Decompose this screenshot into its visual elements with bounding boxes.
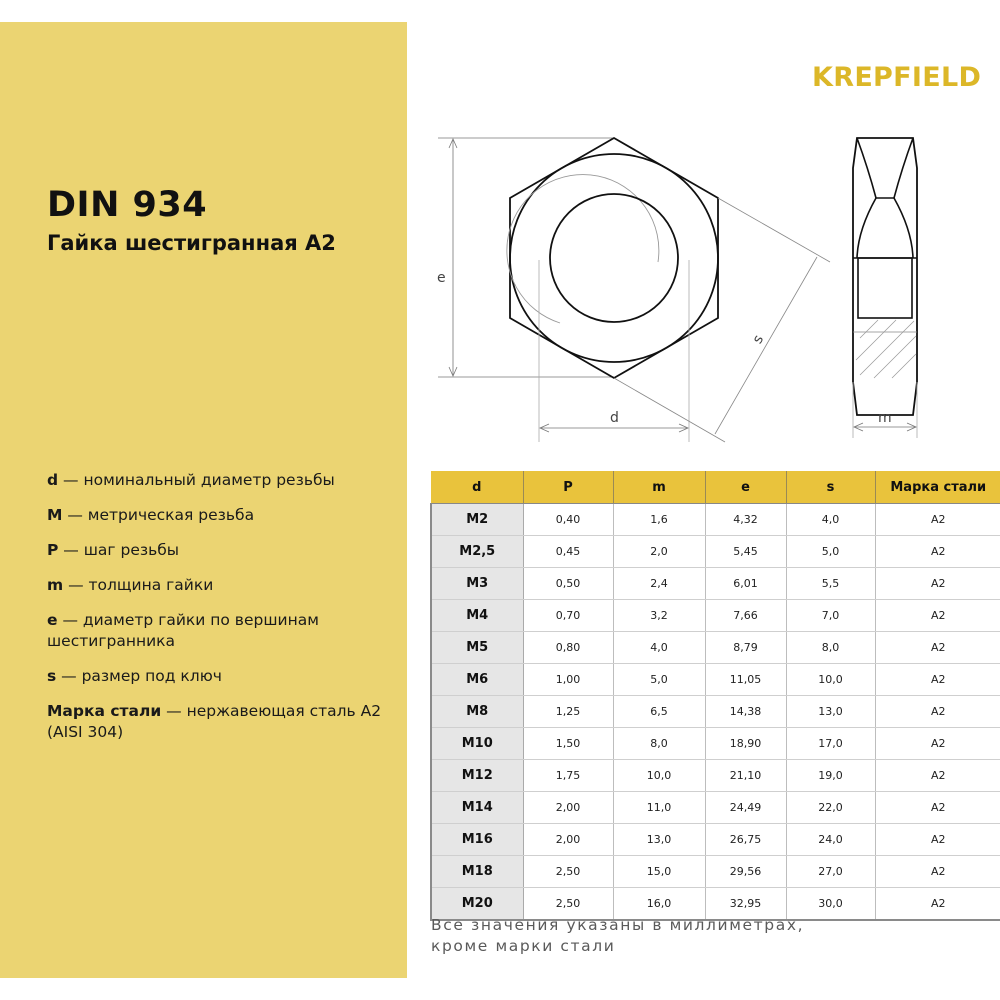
cell-p: 1,25 <box>523 696 613 728</box>
legend-key: e <box>47 611 58 629</box>
col-header-m: m <box>613 471 705 504</box>
legend-text: метрическая резьба <box>87 506 255 524</box>
cell-d: M2,5 <box>431 536 523 568</box>
cell-steel: A2 <box>875 888 1000 921</box>
side-outline <box>853 138 917 415</box>
product-title: Гайка шестигранная A2 <box>47 231 336 255</box>
legend-sep: — <box>63 576 89 594</box>
cell-d: M16 <box>431 824 523 856</box>
legend-text: диаметр гайки по вершинам шестигранника <box>47 611 319 650</box>
cell-e: 8,79 <box>705 632 786 664</box>
s-extension-top <box>718 198 830 262</box>
col-header-steel: Марка стали <box>875 471 1000 504</box>
cell-p: 2,50 <box>523 888 613 921</box>
legend-sep: — <box>58 541 84 559</box>
cell-steel: A2 <box>875 632 1000 664</box>
side-view <box>853 138 917 438</box>
cell-steel: A2 <box>875 568 1000 600</box>
legend-text: номинальный диаметр резьбы <box>83 471 335 489</box>
col-header-e: e <box>705 471 786 504</box>
standard-title: DIN 934 <box>47 185 208 225</box>
table-row <box>431 856 1000 888</box>
s-label: s <box>749 332 768 347</box>
legend-item <box>47 470 397 491</box>
cell-p: 2,50 <box>523 856 613 888</box>
table-row <box>431 600 1000 632</box>
legend-key: Марка стали <box>47 702 162 720</box>
brand-logo: KREPFIELD <box>812 62 982 93</box>
legend-text: шаг резьбы <box>83 541 180 559</box>
cell-e: 24,49 <box>705 792 786 824</box>
cell-m: 11,0 <box>613 792 705 824</box>
s-dimension-line <box>715 257 817 434</box>
cell-steel: A2 <box>875 536 1000 568</box>
m-label: m <box>878 410 892 426</box>
cell-steel: A2 <box>875 600 1000 632</box>
cell-p: 0,45 <box>523 536 613 568</box>
s-extension-bottom <box>614 378 725 442</box>
table-row <box>431 824 1000 856</box>
cell-d: M10 <box>431 728 523 760</box>
cell-s: 19,0 <box>786 760 875 792</box>
e-label: e <box>437 270 446 286</box>
table-header-row <box>431 471 1000 504</box>
legend-text: размер под ключ <box>81 667 222 685</box>
cell-m: 3,2 <box>613 600 705 632</box>
cell-e: 4,32 <box>705 504 786 536</box>
cell-steel: A2 <box>875 664 1000 696</box>
legend-key: m <box>47 576 64 594</box>
cell-m: 16,0 <box>613 888 705 921</box>
cell-d: M20 <box>431 888 523 921</box>
cell-s: 10,0 <box>786 664 875 696</box>
table-row <box>431 504 1000 536</box>
cell-d: M14 <box>431 792 523 824</box>
cell-steel: A2 <box>875 856 1000 888</box>
cell-e: 26,75 <box>705 824 786 856</box>
bore-section <box>858 258 912 318</box>
cell-steel: A2 <box>875 760 1000 792</box>
cell-m: 2,4 <box>613 568 705 600</box>
cell-s: 24,0 <box>786 824 875 856</box>
legend-item <box>47 540 397 561</box>
legend-item <box>47 666 397 687</box>
legend-key: M <box>47 506 63 524</box>
table-row <box>431 728 1000 760</box>
cell-s: 5,5 <box>786 568 875 600</box>
col-header-p: P <box>523 471 613 504</box>
dimensions-table <box>430 471 1000 921</box>
cell-p: 0,70 <box>523 600 613 632</box>
cell-steel: A2 <box>875 824 1000 856</box>
cell-m: 8,0 <box>613 728 705 760</box>
legend-item <box>47 701 397 743</box>
side-curve <box>857 198 876 258</box>
side-curve <box>894 138 913 198</box>
cell-p: 2,00 <box>523 824 613 856</box>
legend-text: нержавеющая сталь A2 (AISI 304) <box>47 702 382 741</box>
front-view <box>437 138 830 442</box>
side-curve <box>857 138 876 198</box>
cell-steel: A2 <box>875 504 1000 536</box>
cell-steel: A2 <box>875 792 1000 824</box>
table-row <box>431 632 1000 664</box>
table-row <box>431 536 1000 568</box>
cell-s: 17,0 <box>786 728 875 760</box>
cell-p: 1,50 <box>523 728 613 760</box>
cell-d: M8 <box>431 696 523 728</box>
cell-e: 7,66 <box>705 600 786 632</box>
legend-key: s <box>47 667 57 685</box>
cell-s: 22,0 <box>786 792 875 824</box>
table-row <box>431 760 1000 792</box>
cell-e: 6,01 <box>705 568 786 600</box>
cell-steel: A2 <box>875 696 1000 728</box>
side-curve <box>894 198 913 258</box>
cell-m: 4,0 <box>613 632 705 664</box>
legend-item <box>47 505 397 526</box>
cell-p: 0,80 <box>523 632 613 664</box>
legend-sep: — <box>62 506 88 524</box>
cell-m: 15,0 <box>613 856 705 888</box>
cell-s: 30,0 <box>786 888 875 921</box>
cell-d: M5 <box>431 632 523 664</box>
table-row <box>431 664 1000 696</box>
cell-m: 5,0 <box>613 664 705 696</box>
table-row <box>431 568 1000 600</box>
cell-p: 0,50 <box>523 568 613 600</box>
cell-e: 5,45 <box>705 536 786 568</box>
legend-sep: — <box>58 471 84 489</box>
cell-d: M2 <box>431 504 523 536</box>
chamfer-circle <box>510 154 718 362</box>
cell-s: 5,0 <box>786 536 875 568</box>
cell-m: 2,0 <box>613 536 705 568</box>
cell-e: 21,10 <box>705 760 786 792</box>
table-row <box>431 696 1000 728</box>
legend <box>47 470 397 757</box>
legend-item <box>47 575 397 596</box>
cell-e: 11,05 <box>705 664 786 696</box>
d-label: d <box>610 410 619 426</box>
units-footnote: Все значения указаны в миллиметрах, кроме марки стали <box>431 916 805 955</box>
cell-s: 27,0 <box>786 856 875 888</box>
cell-p: 2,00 <box>523 792 613 824</box>
cell-steel: A2 <box>875 728 1000 760</box>
hatching <box>856 320 916 378</box>
legend-text: толщина гайки <box>88 576 214 594</box>
cell-p: 1,75 <box>523 760 613 792</box>
cell-s: 4,0 <box>786 504 875 536</box>
cell-m: 13,0 <box>613 824 705 856</box>
cell-s: 8,0 <box>786 632 875 664</box>
cell-e: 14,38 <box>705 696 786 728</box>
col-header-s: s <box>786 471 875 504</box>
cell-d: M4 <box>431 600 523 632</box>
cell-d: M3 <box>431 568 523 600</box>
cell-e: 29,56 <box>705 856 786 888</box>
cell-d: M6 <box>431 664 523 696</box>
legend-item <box>47 610 397 652</box>
cell-e: 18,90 <box>705 728 786 760</box>
col-header-d: d <box>431 471 523 504</box>
legend-key: P <box>47 541 59 559</box>
legend-sep: — <box>56 667 82 685</box>
cell-p: 0,40 <box>523 504 613 536</box>
cell-m: 1,6 <box>613 504 705 536</box>
legend-sep: — <box>161 702 187 720</box>
legend-sep: — <box>57 611 83 629</box>
table-row <box>431 792 1000 824</box>
hexagon-outline <box>510 138 718 378</box>
cell-e: 32,95 <box>705 888 786 921</box>
cell-s: 7,0 <box>786 600 875 632</box>
cell-s: 13,0 <box>786 696 875 728</box>
legend-key: d <box>47 471 59 489</box>
cell-m: 6,5 <box>613 696 705 728</box>
cell-d: M18 <box>431 856 523 888</box>
cell-m: 10,0 <box>613 760 705 792</box>
cell-d: M12 <box>431 760 523 792</box>
nut-technical-drawing <box>420 120 1000 455</box>
cell-p: 1,00 <box>523 664 613 696</box>
